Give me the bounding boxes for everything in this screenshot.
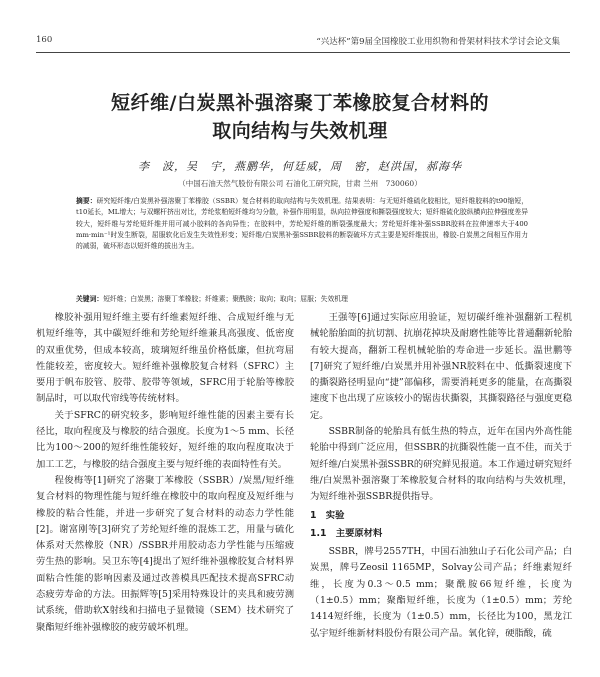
left-column	[36, 310, 294, 636]
affiliation: （中国石油天然气股份有限公司 石油化工研究院，甘肃 兰州 730060）	[178, 179, 422, 188]
running-title: “兴达杯”第9届全国橡胶工业用织物和骨架材料技术学讨会论文集	[316, 37, 560, 47]
abstract	[76, 196, 528, 252]
right-column	[310, 310, 572, 642]
paper-title-line1: 短纤维/白炭黑补强溶聚丁苯橡胶复合材料的	[111, 92, 489, 114]
paragraph: 王强等[6]通过实际应用验证，短切碳纤维补强翻新工程机械轮胎胎面的抗切割、抗崩花掉块及耐磨性能等比普通翻新轮胎有较大提高，翻新工程机械轮胎的寿命进一步延长。温世鹏等[7]研究了短纤维/白炭黑并用补强NR胶料在中、低撕裂速度下的撕裂路径明显向“捷”部偏移，需要消耗更多的能量，在高撕裂速度下也出现了应该较小的锯齿状撕裂，其撕裂路径与强度更稳定。	[310, 312, 572, 421]
author-list: 李 波，吴 宇，燕鹏华，何廷威，周 密，赵洪国，郝海华	[138, 160, 462, 173]
paper-title-line2: 取向结构与失效机理	[212, 120, 388, 142]
paragraph: 程俊梅等[1]研究了溶聚丁苯橡胶（SSBR）/炭黑/短纤维复合材料的物理性能与短纤维在橡胶中的取向程度及短纤维与橡胶的粘合性能，并进一步研究了复合材料的动态力学性能[2]。谢富刚等[3]研究了芳纶短纤维的混炼工艺，用量与硫化体系对天然橡胶（NR）/SSBR并用胶动态力学性能与压缩疲劳生热的影响。吴卫东等[4]提出了短纤维补强橡胶复合材料界面粘合性能的影响因素及通过改善模具匹配技术提高SFRC动态疲劳寿命的方法。田振辉等[5]采用特殊设计的夹具和疲劳测试系统，借助软X射线和扫描电子显微镜（SEM）技术研究了聚酯短纤维补强橡胶的疲劳破坏机理。	[36, 474, 294, 633]
page-number: 160	[36, 35, 53, 45]
abstract-text: 研究短纤维/白炭黑补强溶聚丁苯橡胶（SSBR）复合材料的取向结构与失效机理。结果表明：与无短纤维硫化胶相比，短纤维胶料的t90缩短，t10延长，ML增大；与双螺杆挤出对比，芳纶浆粕短纤维均匀分散，补强作用明显，纵向拉伸强度和撕裂强度较大；短纤维硫化胶纵横向拉伸强度差异较大，短纤维与芳纶短纤维并用可减小胶料的各向异性；在胶料中，芳纶短纤维的断裂强度最大；芳纶短纤维补强SSBR胶料在拉伸速率大于400 mm·min⁻¹时发生断裂，屈服软化后发生失效性形变；短纤维/白炭黑补强SSBR胶料的断裂破坏方式主要是短纤维拔出，橡胶-白炭黑之间相互作用力的减弱，破坏形态以短纤维的拔出为主。	[76, 197, 528, 251]
section-heading: 1 实验	[310, 509, 345, 521]
header-rule	[36, 52, 570, 53]
paragraph: 橡胶补强用短纤维主要有纤维素短纤维、合成短纤维与无机短纤维等，其中碳短纤维和芳纶短纤维兼具高强度、低密度的双重优势，但成本较高，玻璃短纤维虽价格低廉，但抗弯屈性能较差，密度较大。短纤维补强橡胶复合材料（SFRC）主要用于帆布胶管、胶带、胶带等领域，SFRC用于轮胎等橡胶制品时，可以取代帘线等传统材料。	[36, 312, 294, 405]
running-header	[36, 35, 570, 51]
keywords-text: 短纤维；白炭黑；溶聚丁苯橡胶；纤维素；聚酰胺；取向；取向；屈服；失效机理	[103, 295, 348, 303]
keywords-label: 关键词：	[76, 295, 104, 303]
paragraph: SSBR，牌号2557TH，中国石油独山子石化公司产品；白炭黑，牌号Zeosil 1165MP，Solvay公司产品；纤维素短纤维，长度为0.3～0.5 mm；聚酰胺66短纤维，长度为（1±0.5）mm；聚酯短纤维，长度为（1±0.5）mm；芳纶1414短纤维，长度为（1±0.5）mm，长径比为100，黑龙江弘宇短纤维新材料股份有限公司产品。氧化锌，硬脂酸，硫	[310, 546, 572, 639]
keywords	[76, 294, 528, 305]
paragraph: 关于SFRC的研究较多，影响短纤维性能的因素主要有长径比，取向程度及与橡胶的结合强度。长度为1～5 mm、长径比为100～200的短纤维性能较好，短纤维的取向程度取决于加工工艺，与橡胶的结合强度主要与短纤维的表面特性有关。	[36, 409, 294, 470]
subsection-heading: 1.1 主要原材料	[310, 527, 383, 539]
abstract-label: 摘要：	[76, 197, 97, 205]
paragraph: SSBR制备的轮胎具有低生热的特点，近年在国内外高性能轮胎中得到广泛应用，但SSBR的抗撕裂性能一直不佳，而关于短纤维/白炭黑补强SSBR的研究鲜见报道。本工作通过研究短纤维/白炭黑补强溶聚丁苯橡胶复合材料的取向结构与失效机理，为短纤维补强SSBR提供指导。	[310, 426, 572, 503]
